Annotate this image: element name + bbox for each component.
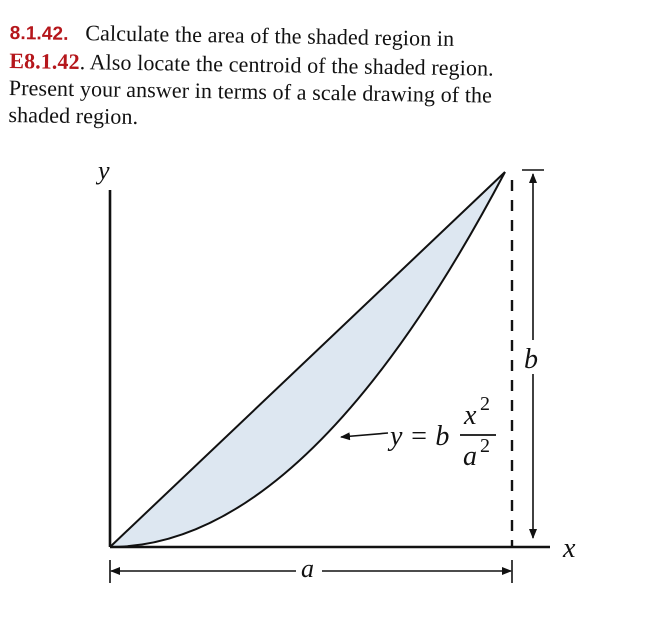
figure-reference: E8.1.42 <box>9 47 80 75</box>
problem-line-4: shaded region. <box>8 101 139 130</box>
y-axis-label: y <box>98 156 110 185</box>
problem-line-3: Present your answer in terms of a scale drawing of the <box>8 74 493 108</box>
curve-leader-arrow <box>341 433 388 437</box>
equation-lhs: y = b <box>390 421 450 452</box>
x-axis-label: x <box>563 533 576 564</box>
equation-denominator: a <box>463 441 477 472</box>
curve-equation <box>387 393 496 472</box>
chord-line <box>110 172 505 547</box>
equation-numerator: x <box>464 400 477 431</box>
width-label: a <box>301 554 314 583</box>
problem-number: 8.1.42. <box>9 22 69 45</box>
problem-text-line-2: . Also locate the centroid of the shaded region. <box>79 49 494 81</box>
equation-numerator-exponent: 2 <box>480 393 490 415</box>
problem-text-line-1: Calculate the area of the shaded region in <box>85 20 455 51</box>
equation-denominator-exponent: 2 <box>480 435 490 457</box>
height-label: b <box>524 344 538 375</box>
